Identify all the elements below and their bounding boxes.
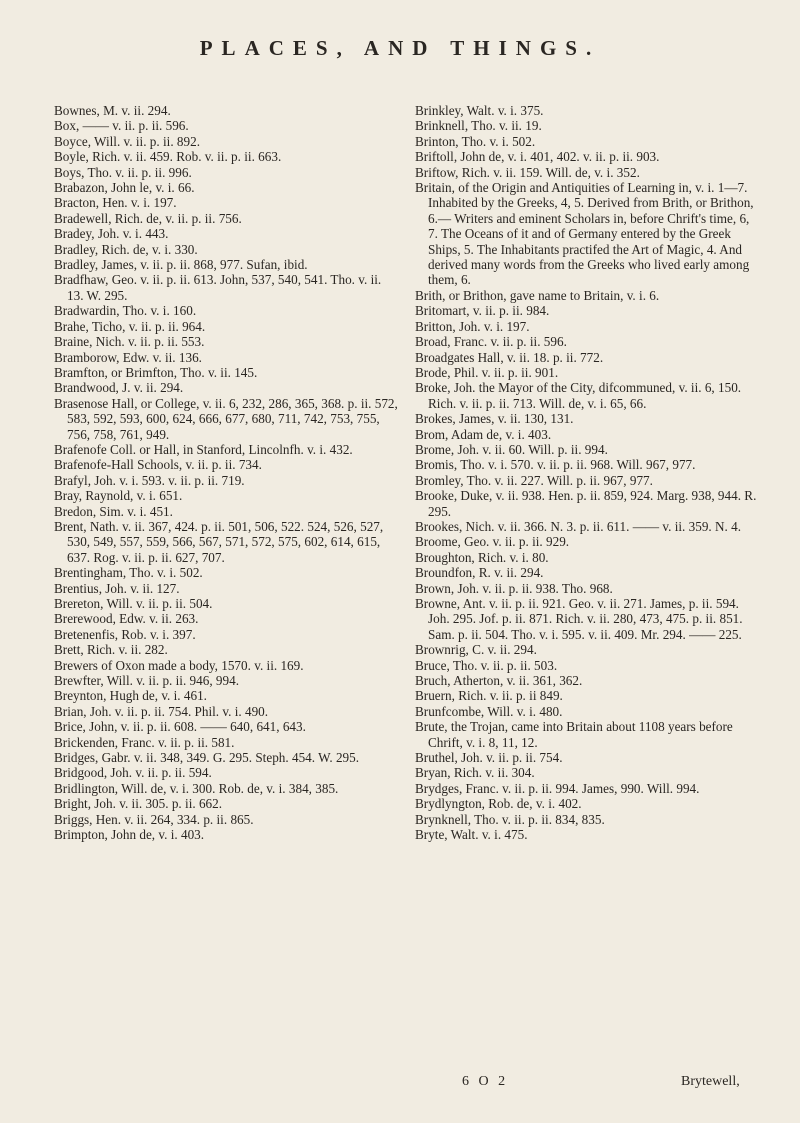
index-entry: Bryan, Rich. v. ii. 304. <box>415 765 535 781</box>
index-entry: Broundfon, R. v. ii. 294. <box>415 565 544 581</box>
index-entry: Breynton, Hugh de, v. i. 461. <box>54 688 207 704</box>
index-entry: Bradley, Rich. de, v. i. 330. <box>54 241 198 257</box>
index-entry: Brinton, Tho. v. i. 502. <box>415 133 536 149</box>
index-entry: Brynknell, Tho. v. ii. p. ii. 834, 835. <box>415 811 605 827</box>
index-column-left <box>54 103 399 843</box>
index-entry: Bray, Raynold, v. i. 651. <box>54 488 183 504</box>
index-entry: Boys, Tho. v. ii. p. ii. 996. <box>54 164 192 180</box>
index-entry: Brome, Joh. v. ii. 60. Will. p. ii. 994. <box>415 441 608 457</box>
index-entry: Bridlington, Will. de, v. i. 300. Rob. de, v. i. 384, 385. <box>54 780 339 796</box>
index-entry: Brookes, Nich. v. ii. 366. N. 3. p. ii. 611. —— v. ii. 359. N. 4. <box>415 518 742 534</box>
index-entry: Brokes, James, v. ii. 130, 131. <box>415 411 574 427</box>
index-entry: Bradey, Joh. v. i. 443. <box>54 226 169 242</box>
index-entry: Boyce, Will. v. ii. p. ii. 892. <box>54 133 200 149</box>
index-entry: Browne, Ant. v. ii. p. ii. 921. Geo. v. ii. 271. James, p. ii. 594. Joh. 295. Jof. p. ii. 871. Rich. v. ii. 280, 473, 475. p. ii. 851. Sam. p. ii. 504. Tho. v. i. 595. v. ii. 409. Mr. 294. —— 225. <box>415 596 743 642</box>
index-entry: Box, —— v. ii. p. ii. 596. <box>54 118 189 134</box>
index-entry: Broad, Franc. v. ii. p. ii. 596. <box>415 334 567 350</box>
index-entry: Brooke, Duke, v. ii. 938. Hen. p. ii. 859, 924. Marg. 938, 944. R. 295. <box>415 488 757 519</box>
index-entry: Brafenofe-Hall Schools, v. ii. p. ii. 734. <box>54 457 262 473</box>
index-entry: Brimpton, John de, v. i. 403. <box>54 827 205 843</box>
index-entry: Bramborow, Edw. v. ii. 136. <box>54 349 202 365</box>
index-entry: Bramfton, or Brimfton, Tho. v. ii. 145. <box>54 364 258 380</box>
index-entry: Brabazon, John le, v. i. 66. <box>54 180 195 196</box>
index-entry: Brownrig, C. v. ii. 294. <box>415 642 537 658</box>
catchword: Brytewell, <box>681 1074 740 1089</box>
index-entry: Bruce, Tho. v. ii. p. ii. 503. <box>415 657 558 673</box>
index-entry: Bradfhaw, Geo. v. ii. p. ii. 613. John, 537, 540, 541. Tho. v. ii. 13. W. 295. <box>54 272 382 303</box>
index-entry: Bradley, James, v. ii. p. ii. 868, 977. Sufan, ibid. <box>54 257 308 273</box>
index-entry: Bruch, Atherton, v. ii. 361, 362. <box>415 673 583 689</box>
index-entry: Britain, of the Origin and Antiquities of Learning in, v. i. 1—7. Inhabited by the Greeks, 4, 5. Derived from Brith, or Brithon, 6.— Writers and eminent Scholars in, before Chrift's time, 6, 7. The Oceans of it and of Germany entered by the Greek Ships, 5. The Inhabitants practifed the Art of Magic, 4. And derived many words from the Greeks who lived early among them, 6. <box>415 180 754 288</box>
index-entry: Brent, Nath. v. ii. 367, 424. p. ii. 501, 506, 522. 524, 526, 527, 530, 549, 557, 559, 566, 567, 571, 572, 575, 602, 614, 615, 637. Rog. v. ii. p. ii. 627, 707. <box>54 518 384 565</box>
index-entry: Broome, Geo. v. ii. p. ii. 929. <box>415 534 570 550</box>
index-entry: Brafenofe Coll. or Hall, in Stanford, Lincolnfh. v. i. 432. <box>54 441 353 457</box>
index-entry: Brafyl, Joh. v. i. 593. v. ii. p. ii. 719. <box>54 472 245 488</box>
index-entry: Braine, Nich. v. ii. p. ii. 553. <box>54 334 205 350</box>
index-entry: Bridgood, Joh. v. ii. p. ii. 594. <box>54 765 212 781</box>
index-entry: Boyle, Rich. v. ii. 459. Rob. v. ii. p. ii. 663. <box>54 149 282 165</box>
index-entry: Brode, Phil. v. ii. p. ii. 901. <box>415 364 559 380</box>
index-entry: Bradwardin, Tho. v. i. 160. <box>54 303 197 319</box>
index-entry: Bredon, Sim. v. i. 451. <box>54 503 173 519</box>
signature-mark: 6 O 2 <box>462 1074 509 1089</box>
index-entry: Broke, Joh. the Mayor of the City, difcommuned, v. ii. 6, 150. Rich. v. ii. p. ii. 713. Will. de, v. i. 65, 66. <box>415 380 742 411</box>
index-entry: Brasenose Hall, or College, v. ii. 6, 232, 286, 365, 368. p. ii. 572, 583, 592, 593, 600, 624, 666, 677, 680, 711, 742, 753, 755, 756, 758, 761, 949. <box>54 395 398 442</box>
index-entry: Brute, the Trojan, came into Britain about 1108 years before Chrift, v. i. 8, 11, 12. <box>415 719 733 750</box>
index-entry: Bracton, Hen. v. i. 197. <box>54 195 177 211</box>
index-entry: Broadgates Hall, v. ii. 18. p. ii. 772. <box>415 349 604 365</box>
index-entry: Brentingham, Tho. v. i. 502. <box>54 565 203 581</box>
index-entry: Britomart, v. ii. p. ii. 984. <box>415 303 550 319</box>
index-entry: Bownes, M. v. ii. 294. <box>54 103 171 118</box>
index-entry: Bruthel, Joh. v. ii. p. ii. 754. <box>415 750 563 766</box>
running-header: PLACES, AND THINGS. <box>199 36 601 60</box>
index-entry: Bromley, Tho. v. ii. 227. Will. p. ii. 967, 977. <box>415 472 653 488</box>
index-entry: Briggs, Hen. v. ii. 264, 334. p. ii. 865. <box>54 811 254 827</box>
index-entry: Briftoll, John de, v. i. 401, 402. v. ii. p. ii. 903. <box>415 149 660 165</box>
index-entry: Bright, Joh. v. ii. 305. p. ii. 662. <box>54 796 223 812</box>
index-entry: Bridges, Gabr. v. ii. 348, 349. G. 295. Steph. 454. W. 295. <box>54 750 360 766</box>
index-entry: Brian, Joh. v. ii. p. ii. 754. Phil. v. i. 490. <box>54 703 269 719</box>
index-entry: Bryte, Walt. v. i. 475. <box>415 827 528 843</box>
index-entry: Britton, Joh. v. i. 197. <box>415 318 530 334</box>
index-entry: Brewers of Oxon made a body, 1570. v. ii. 169. <box>54 657 304 673</box>
index-entry: Bruern, Rich. v. ii. p. ii 849. <box>415 688 563 704</box>
index-entry: Bradewell, Rich. de, v. ii. p. ii. 756. <box>54 210 242 226</box>
index-entry: Brom, Adam de, v. i. 403. <box>415 426 552 442</box>
index-entry: Brerewood, Edw. v. ii. 263. <box>54 611 199 627</box>
index-entry: Brahe, Ticho, v. ii. p. ii. 964. <box>54 318 206 334</box>
index-column-right <box>415 103 760 843</box>
index-entry: Brinkley, Walt. v. i. 375. <box>415 103 544 118</box>
index-entry: Brentius, Joh. v. ii. 127. <box>54 580 180 596</box>
index-entry: Bretenenfis, Rob. v. i. 397. <box>54 626 196 642</box>
index-entry: Brewfter, Will. v. ii. p. ii. 946, 994. <box>54 673 240 689</box>
index-entry: Brydlyngton, Rob. de, v. i. 402. <box>415 796 582 812</box>
index-entry: Briftow, Rich. v. ii. 159. Will. de, v. i. 352. <box>415 164 640 180</box>
index-entry: Brith, or Brithon, gave name to Britain, v. i. 6. <box>415 287 660 303</box>
index-entry: Bromis, Tho. v. i. 570. v. ii. p. ii. 968. Will. 967, 977. <box>415 457 696 473</box>
index-entry: Brandwood, J. v. ii. 294. <box>54 380 184 396</box>
index-entry: Brydges, Franc. v. ii. p. ii. 994. James, 990. Will. 994. <box>415 780 700 796</box>
index-entry: Brunfcombe, Will. v. i. 480. <box>415 703 563 719</box>
page-footer <box>0 1074 800 1094</box>
index-entry: Brickenden, Franc. v. ii. p. ii. 581. <box>54 734 235 750</box>
index-entry: Brice, John, v. ii. p. ii. 608. —— 640, 641, 643. <box>54 719 306 735</box>
index-entry: Brown, Joh. v. ii. p. ii. 938. Tho. 968. <box>415 580 613 596</box>
index-entry: Broughton, Rich. v. i. 80. <box>415 549 549 565</box>
index-entry: Brinknell, Tho. v. ii. 19. <box>415 118 542 134</box>
index-entry: Brett, Rich. v. ii. 282. <box>54 642 168 658</box>
index-entry: Brereton, Will. v. ii. p. ii. 504. <box>54 596 213 611</box>
